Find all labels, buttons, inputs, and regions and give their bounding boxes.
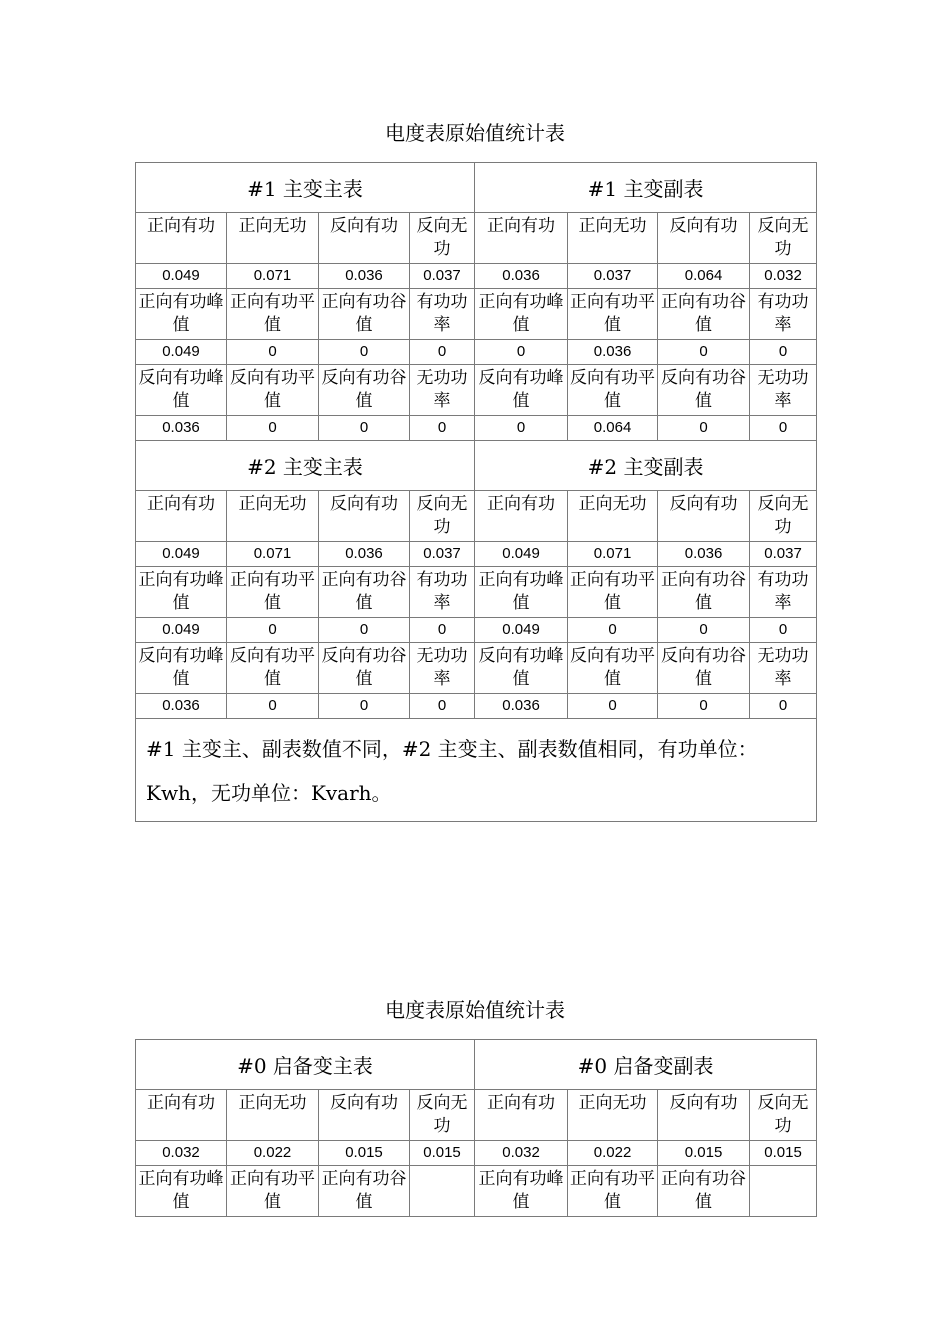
meter-label-cell: 正向有功谷值 [658,567,750,618]
meter-label-cell: 正向有功峰值 [136,567,227,618]
meter-label-cell: 反向有功峰值 [136,643,227,694]
meter-label-cell: 正向有功 [475,491,568,542]
meter-label-cell: 正向有功 [136,213,227,264]
meter-label-cell: 正向有功 [136,491,227,542]
meter-label-cell: 正向有功峰值 [136,1166,227,1217]
meter-label-cell: 正向有功峰值 [475,567,568,618]
meter-value-cell: 0.036 [136,416,227,441]
meter-label-cell [410,1166,475,1217]
meter-label-cell: 反向无功 [750,491,817,542]
meter-value-cell: 0.036 [568,340,658,365]
meter-value-cell: 0 [658,618,750,643]
meter-label-cell: 反向有功峰值 [136,365,227,416]
meter-label-cell: 反向无功 [750,213,817,264]
meter-label-cell: 正向有功平值 [227,289,319,340]
label-row [136,365,817,416]
meter-value-cell: 0.022 [568,1141,658,1166]
value-row [136,416,817,441]
meter-label-cell: 正向有功峰值 [475,289,568,340]
label-row [136,213,817,264]
meter-value-cell: 0 [227,416,319,441]
meter-value-cell: 0 [475,340,568,365]
meter-value-cell: 0.015 [319,1141,410,1166]
value-row [136,264,817,289]
table-note: #1 主变主、副表数值不同，#2 主变主、副表数值相同，有功单位：Kwh，无功单位：Kvarh。 [136,719,817,822]
meter-label-cell: 反向有功 [319,213,410,264]
meter-value-cell: 0 [319,618,410,643]
meter-label-cell: 反向无功 [410,491,475,542]
meter-label-cell: 正向有功谷值 [658,1166,750,1217]
meter-label-cell: 正向有功平值 [568,289,658,340]
meter-value-cell: 0.036 [136,694,227,719]
meter-label-cell: 正向无功 [568,1090,658,1141]
meter-label-cell: 反向有功平值 [568,643,658,694]
meter-value-cell: 0.015 [658,1141,750,1166]
main-meter-header: #0 启备变主表 [136,1040,475,1090]
meter-value-cell: 0.032 [750,264,817,289]
meter-value-cell: 0.064 [568,416,658,441]
meter-label-cell: 反向有功平值 [227,365,319,416]
meter-value-cell: 0 [750,340,817,365]
meter-label-cell: 有功功率 [410,289,475,340]
meter-label-cell: 有功功率 [410,567,475,618]
meter-value-cell: 0.032 [475,1141,568,1166]
meter-label-cell: 反向无功 [410,213,475,264]
meter-value-cell: 0.071 [227,264,319,289]
meter-label-cell: 正向有功谷值 [319,1166,410,1217]
meter-label-cell: 正向无功 [227,213,319,264]
meter-value-cell: 0 [658,694,750,719]
meter-value-cell: 0.032 [136,1141,227,1166]
meter-label-cell: 正向无功 [227,1090,319,1141]
meter-label-cell: 反向有功 [319,491,410,542]
meter-header-row [136,1040,817,1090]
meter-value-cell: 0.037 [568,264,658,289]
meter-value-cell: 0 [568,618,658,643]
meter-label-cell: 反向有功谷值 [658,643,750,694]
meter-label-cell [750,1166,817,1217]
note-row [136,719,817,822]
sub-meter-header: #2 主变副表 [475,441,817,491]
meter-value-cell: 0.049 [136,264,227,289]
meter-value-cell: 0 [568,694,658,719]
meter-label-cell: 正向有功 [475,1090,568,1141]
meter-label-cell: 正向无功 [568,491,658,542]
meter-value-cell: 0.036 [319,542,410,567]
meter-value-cell: 0.015 [410,1141,475,1166]
value-row [136,694,817,719]
meter-value-cell: 0.064 [658,264,750,289]
meter-label-cell: 无功功率 [750,365,817,416]
meter-label-cell: 正向有功谷值 [319,567,410,618]
label-row [136,567,817,618]
meter-value-cell: 0 [410,340,475,365]
meter-label-cell: 无功功率 [750,643,817,694]
meter-value-cell: 0.049 [136,618,227,643]
meter-label-cell: 正向有功谷值 [319,289,410,340]
meter-value-cell: 0 [475,416,568,441]
value-row [136,1141,817,1166]
meter-value-cell: 0.049 [475,542,568,567]
main-meter-header: #1 主变主表 [136,163,475,213]
meter-label-cell: 反向有功 [319,1090,410,1141]
meter-value-cell: 0 [319,340,410,365]
label-row [136,1090,817,1141]
meter-label-cell: 反向有功峰值 [475,643,568,694]
meter-value-cell: 0.037 [410,542,475,567]
meter-header-row [136,441,817,491]
meter-label-cell: 反向有功平值 [568,365,658,416]
value-row [136,340,817,365]
meter-value-cell: 0 [227,694,319,719]
label-row [136,643,817,694]
sub-meter-header: #1 主变副表 [475,163,817,213]
meter-label-cell: 反向有功 [658,1090,750,1141]
meter-label-cell: 正向有功 [475,213,568,264]
main-meter-header: #2 主变主表 [136,441,475,491]
meter-value-cell: 0.049 [475,618,568,643]
meter-label-cell: 无功功率 [410,365,475,416]
label-row [136,289,817,340]
sub-meter-header: #0 启备变副表 [475,1040,817,1090]
meter-value-cell: 0.049 [136,340,227,365]
meter-value-cell: 0.071 [568,542,658,567]
meter-label-cell: 无功功率 [410,643,475,694]
meter-label-cell: 正向无功 [227,491,319,542]
label-row [136,491,817,542]
label-row [136,1166,817,1217]
meter-value-cell: 0.036 [475,264,568,289]
meter-value-cell: 0.037 [410,264,475,289]
page-title: 电度表原始值统计表 [385,998,565,1022]
meter-value-cell: 0 [750,416,817,441]
page-title: 电度表原始值统计表 [385,121,565,145]
meter-label-cell: 有功功率 [750,567,817,618]
meter-header-row [136,163,817,213]
meter-statistics-table [135,162,817,822]
meter-value-cell: 0.037 [750,542,817,567]
meter-label-cell: 反向有功谷值 [319,365,410,416]
meter-value-cell: 0 [658,416,750,441]
meter-value-cell: 0.049 [136,542,227,567]
meter-label-cell: 正向有功平值 [227,1166,319,1217]
meter-label-cell: 反向有功峰值 [475,365,568,416]
meter-label-cell: 反向有功谷值 [319,643,410,694]
meter-statistics-table [135,1039,817,1217]
meter-label-cell: 反向无功 [750,1090,817,1141]
meter-label-cell: 反向有功平值 [227,643,319,694]
value-row [136,542,817,567]
meter-value-cell: 0.015 [750,1141,817,1166]
meter-label-cell: 正向有功峰值 [136,289,227,340]
meter-label-cell: 正向有功谷值 [658,289,750,340]
meter-label-cell: 正向有功峰值 [475,1166,568,1217]
value-row [136,618,817,643]
meter-value-cell: 0 [227,340,319,365]
meter-label-cell: 正向有功平值 [227,567,319,618]
meter-value-cell: 0.036 [475,694,568,719]
meter-value-cell: 0 [410,694,475,719]
meter-value-cell: 0 [410,618,475,643]
meter-label-cell: 正向无功 [568,213,658,264]
meter-value-cell: 0 [750,618,817,643]
meter-label-cell: 反向无功 [410,1090,475,1141]
meter-value-cell: 0.036 [319,264,410,289]
meter-label-cell: 反向有功 [658,213,750,264]
meter-value-cell: 0 [410,416,475,441]
meter-label-cell: 反向有功 [658,491,750,542]
meter-value-cell: 0 [750,694,817,719]
meter-label-cell: 正向有功平值 [568,1166,658,1217]
meter-value-cell: 0.036 [658,542,750,567]
meter-value-cell: 0 [227,618,319,643]
meter-label-cell: 正向有功 [136,1090,227,1141]
meter-value-cell: 0 [658,340,750,365]
meter-value-cell: 0 [319,694,410,719]
meter-value-cell: 0 [319,416,410,441]
meter-label-cell: 有功功率 [750,289,817,340]
meter-label-cell: 反向有功谷值 [658,365,750,416]
meter-value-cell: 0.071 [227,542,319,567]
meter-label-cell: 正向有功平值 [568,567,658,618]
meter-value-cell: 0.022 [227,1141,319,1166]
